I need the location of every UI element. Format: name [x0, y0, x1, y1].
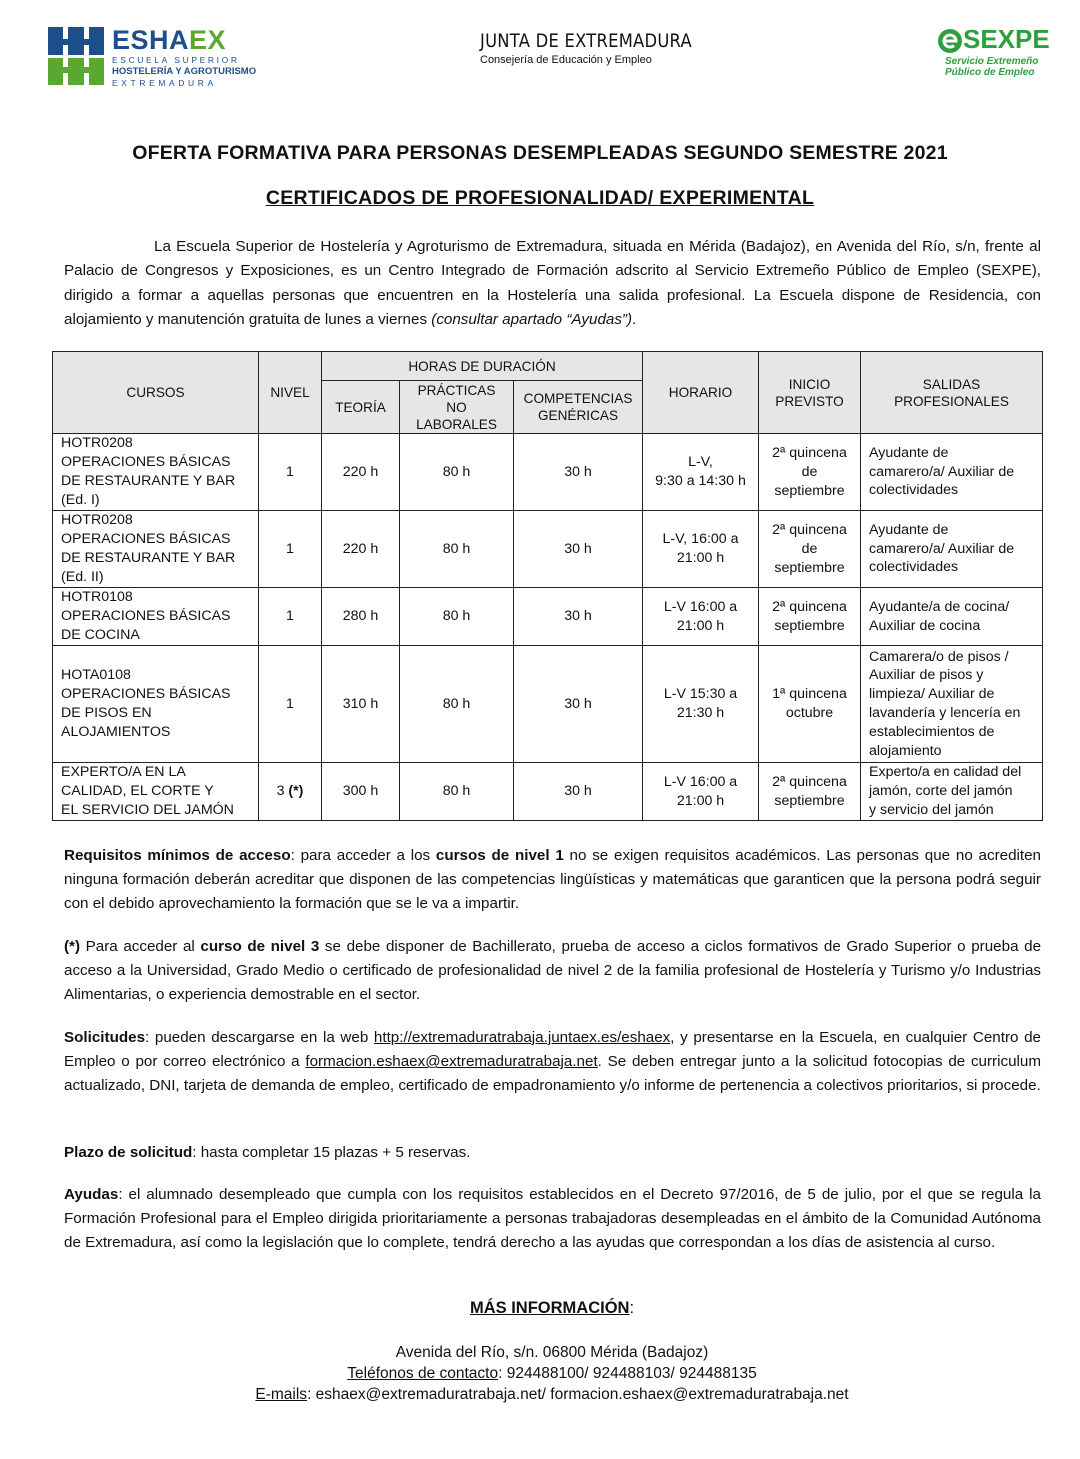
teoria-cell: 310 h — [322, 646, 400, 763]
courses-table — [52, 351, 1043, 821]
nivel-cell: 1 — [259, 588, 322, 646]
nivel-cell: 3 (*) — [259, 763, 322, 821]
inicio-cell: 2ª quincena septiembre — [759, 588, 861, 646]
junta-logo — [480, 30, 710, 66]
inicio-cell: 2ª quincena de septiembre — [759, 511, 861, 588]
teoria-cell: 280 h — [322, 588, 400, 646]
header-practicas: PRÁCTICAS NO LABORALES — [400, 381, 514, 434]
inicio-cell: 1ª quincena octubre — [759, 646, 861, 763]
curso-cell: EXPERTO/A EN LA CALIDAD, EL CORTE Y EL SERVICIO DEL JAMÓN — [53, 763, 259, 821]
practicas-cell: 80 h — [400, 588, 514, 646]
header-inicio: INICIO PREVISTO — [759, 352, 861, 434]
salidas-cell: Ayudante de camarero/a/ Auxiliar de colectividades — [861, 511, 1043, 588]
curso-cell: HOTA0108 OPERACIONES BÁSICAS DE PISOS EN ALOJAMIENTOS — [53, 646, 259, 763]
sexpe-line2: Público de Empleo — [945, 67, 1035, 78]
curso-cell: HOTR0108 OPERACIONES BÁSICAS DE COCINA — [53, 588, 259, 646]
header-nivel: NIVEL — [259, 352, 322, 434]
header-salidas: SALIDAS PROFESIONALES — [861, 352, 1043, 434]
competencias-cell: 30 h — [514, 434, 643, 511]
contact-phones: Teléfonos de contacto: 924488100/ 924488103/ 924488135 — [347, 1365, 757, 1382]
inicio-cell: 2ª quincena de septiembre — [759, 434, 861, 511]
eshaex-line1: ESCUELA SUPERIOR — [112, 55, 240, 65]
page-subtitle: CERTIFICADOS DE PROFESIONALIDAD/ EXPERIMENTAL — [265, 187, 815, 209]
solicitudes-email-link[interactable]: formacion.eshaex@extremaduratrabaja.net — [305, 1053, 598, 1071]
horario-cell: L-V, 9:30 a 14:30 h — [643, 434, 759, 511]
sexpe-e-icon — [937, 28, 963, 54]
curso-cell: HOTR0208 OPERACIONES BÁSICAS DE RESTAURANTE Y BAR (Ed. I) — [53, 434, 259, 511]
page-title: OFERTA FORMATIVA PARA PERSONAS DESEMPLEADAS SEGUNDO SEMESTRE 2021 — [132, 142, 948, 164]
curso-cell: HOTR0208 OPERACIONES BÁSICAS DE RESTAURANTE Y BAR (Ed. II) — [53, 511, 259, 588]
sexpe-name: SEXPE — [963, 24, 1050, 54]
teoria-cell: 220 h — [322, 511, 400, 588]
eshaex-line2: HOSTELERÍA Y AGROTURISMO — [112, 66, 257, 77]
practicas-cell: 80 h — [400, 434, 514, 511]
header-competencias: COMPETENCIAS GENÉRICAS — [514, 381, 643, 434]
horario-cell: L-V 15:30 a 21:30 h — [643, 646, 759, 763]
solicitudes-paragraph: Solicitudes: pueden descargarse en la web http://extremaduratrabaja.juntaex.es/eshaex, y presentarse en la Escuela, en cualquier Centro de Empleo o por correo electrónico a formacion.eshaex@extremaduratrabaja.net. Se deben entregar junto a la solicitud fotocopias de curriculum actualizado, DNI, tarjeta de demanda de empleo, certificado de empadronamiento y/o informe de pertenencia a colectivos prioritarios, si procede. — [64, 1029, 1042, 1095]
header-cursos: CURSOS — [53, 352, 259, 434]
nivel-cell: 1 — [259, 434, 322, 511]
intro-paragraph: La Escuela Superior de Hostelería y Agroturismo de Extremadura, situada en Mérida (Badajoz), en Avenida del Río, s/n, frente al Palacio de Congresos y Exposiciones, es un Centro Integrado de Formación adscrito al Servicio Extremeño Público de Empleo (SEXPE), dirigido a formar a aquellas personas que encuentren en la Hostelería una salida profesional. La Escuela dispone de Residencia, con alojamiento y manutención gratuita de lunes a viernes (consultar apartado “Ayudas”). — [64, 238, 1041, 328]
table-row — [53, 646, 1043, 763]
practicas-cell: 80 h — [400, 763, 514, 821]
nivel-cell: 1 — [259, 511, 322, 588]
teoria-cell: 220 h — [322, 434, 400, 511]
table-row — [53, 511, 1043, 588]
ayudas-paragraph: Ayudas: el alumnado desempleado que cumpla con los requisitos establecidos en el Decreto 97/2016, de 5 de julio, por el que se regula la Formación Profesional para el Empleo dirigida prioritariamente a personas trabajadoras desempleadas en el ámbito de la Comunidad Autónoma de Extremadura, así como la legislación que lo complete, tendrá derecho a las ayudas que correspondan a los días de asistencia al curso. — [64, 1186, 1041, 1252]
inicio-cell: 2ª quincena septiembre — [759, 763, 861, 821]
eshaex-line3: EXTREMADURA — [112, 78, 217, 88]
header-horas: HORAS DE DURACIÓN — [322, 352, 643, 381]
sexpe-logo — [937, 24, 1050, 86]
mas-info-heading: MÁS INFORMACIÓN: — [469, 1299, 635, 1317]
eshaex-name: ESHAEX — [112, 25, 227, 55]
nivel3-paragraph: (*) Para acceder al curso de nivel 3 se debe disponer de Bachillerato, prueba de acceso a ciclos formativos de Grado Superior o prueba de acceso a la Universidad, Grado Medio o certificado de profesionalidad de nivel 2 de la familia profesional de Hostelería y Turismo y/o Industrias Alimentarias, o experiencia demostrable en el sector. — [64, 938, 1042, 1004]
requisitos-paragraph: Requisitos mínimos de acceso: para acceder a los cursos de nivel 1 no se exigen requisitos académicos. Las personas que no acrediten ninguna formación deberán acreditar que disponen de las competencias lingüísticas y matemáticas que garanticen que la persona podrá seguir con el debido aprovechamiento la formación que se le va a impartir. — [64, 847, 1042, 913]
salidas-cell: Experto/a en calidad del jamón, corte del jamón y servicio del jamón — [861, 763, 1043, 821]
horario-cell: L-V 16:00 a 21:00 h — [643, 763, 759, 821]
header-horario: HORARIO — [643, 352, 759, 434]
salidas-cell: Camarera/o de pisos / Auxiliar de pisos y limpieza/ Auxiliar de lavandería y lencería en establecimientos de alojamiento — [861, 646, 1043, 763]
table-row — [53, 434, 1043, 511]
competencias-cell: 30 h — [514, 511, 643, 588]
salidas-cell: Ayudante/a de cocina/ Auxiliar de cocina — [861, 588, 1043, 646]
eshaex-logo-icon — [48, 27, 104, 85]
salidas-cell: Ayudante de camarero/a/ Auxiliar de colectividades — [861, 434, 1043, 511]
nivel-cell: 1 — [259, 646, 322, 763]
table-row — [53, 763, 1043, 821]
sexpe-line1: Servicio Extremeño — [945, 56, 1039, 67]
junta-title: JUNTA DE EXTREMADURA — [480, 30, 692, 52]
horario-cell: L-V 16:00 a 21:00 h — [643, 588, 759, 646]
teoria-cell: 300 h — [322, 763, 400, 821]
header-teoria: TEORÍA — [322, 381, 400, 434]
junta-subtitle: Consejería de Educación y Empleo — [480, 54, 652, 66]
contact-address: Avenida del Río, s/n. 06800 Mérida (Badajoz) — [395, 1344, 709, 1361]
solicitudes-web-link[interactable]: http://extremaduratrabaja.juntaex.es/eshaex — [373, 1029, 671, 1046]
competencias-cell: 30 h — [514, 588, 643, 646]
practicas-cell: 80 h — [400, 646, 514, 763]
contact-emails: E-mails: eshaex@extremaduratrabaja.net/ formacion.eshaex@extremaduratrabaja.net — [255, 1386, 849, 1403]
practicas-cell: 80 h — [400, 511, 514, 588]
table-row — [53, 588, 1043, 646]
eshaex-logo — [48, 27, 288, 89]
plazo-paragraph: Plazo de solicitud: hasta completar 15 plazas + 5 reservas. — [64, 1144, 471, 1161]
horario-cell: L-V, 16:00 a 21:00 h — [643, 511, 759, 588]
competencias-cell: 30 h — [514, 763, 643, 821]
competencias-cell: 30 h — [514, 646, 643, 763]
